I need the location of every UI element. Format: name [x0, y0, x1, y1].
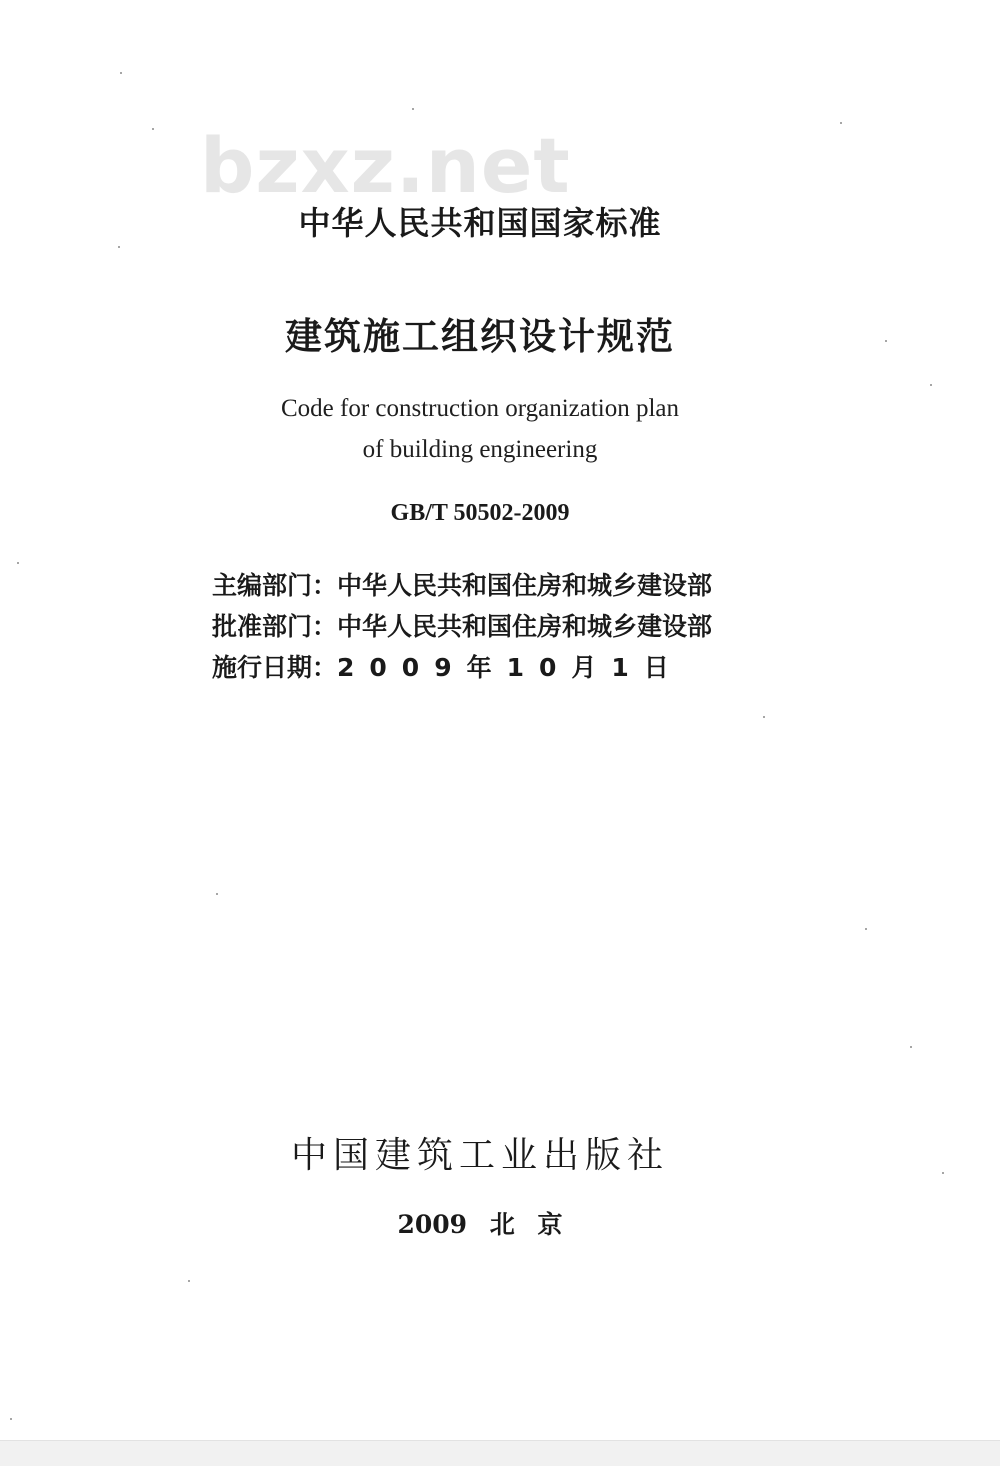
scan-speck	[152, 128, 154, 130]
editor-row	[212, 565, 712, 606]
scan-speck	[910, 1046, 912, 1048]
title-english-line1: Code for construction organization plan	[280, 395, 680, 422]
scan-speck	[216, 893, 218, 895]
date-value: 2009年10月1日	[337, 653, 684, 682]
title-chinese: 建筑施工组织设计规范	[285, 314, 675, 358]
scan-speck	[118, 246, 120, 248]
national-standard-heading: 中华人民共和国国家标准	[298, 204, 662, 242]
meta-block	[212, 565, 712, 688]
page-bottom-edge	[0, 1440, 1000, 1466]
date-row	[212, 647, 712, 688]
title-english-line2: of building engineering	[362, 436, 598, 463]
standard-code: GB/T 50502-2009	[390, 500, 570, 526]
approver-label: 批准部门：	[212, 612, 338, 641]
scan-speck	[763, 716, 765, 718]
scan-speck	[885, 340, 887, 342]
editor-label: 主编部门：	[212, 571, 338, 600]
scan-speck	[120, 72, 122, 74]
scan-speck	[188, 1280, 190, 1282]
publication-place-year: 2009 北 京	[397, 1210, 563, 1239]
date-label: 施行日期：	[212, 653, 338, 682]
scan-speck	[10, 1418, 12, 1420]
approver-row	[212, 606, 712, 647]
title-english	[0, 388, 960, 470]
scan-speck	[840, 122, 842, 124]
approver-value: 中华人民共和国住房和城乡建设部	[337, 612, 713, 641]
watermark: bzxz.net	[200, 121, 571, 210]
publisher: 中国建筑工业出版社	[290, 1135, 669, 1176]
scan-speck	[865, 928, 867, 930]
scan-speck	[17, 562, 19, 564]
scan-speck	[942, 1172, 944, 1174]
scan-speck	[412, 108, 414, 110]
editor-value: 中华人民共和国住房和城乡建设部	[337, 571, 713, 600]
scan-speck	[930, 384, 932, 386]
